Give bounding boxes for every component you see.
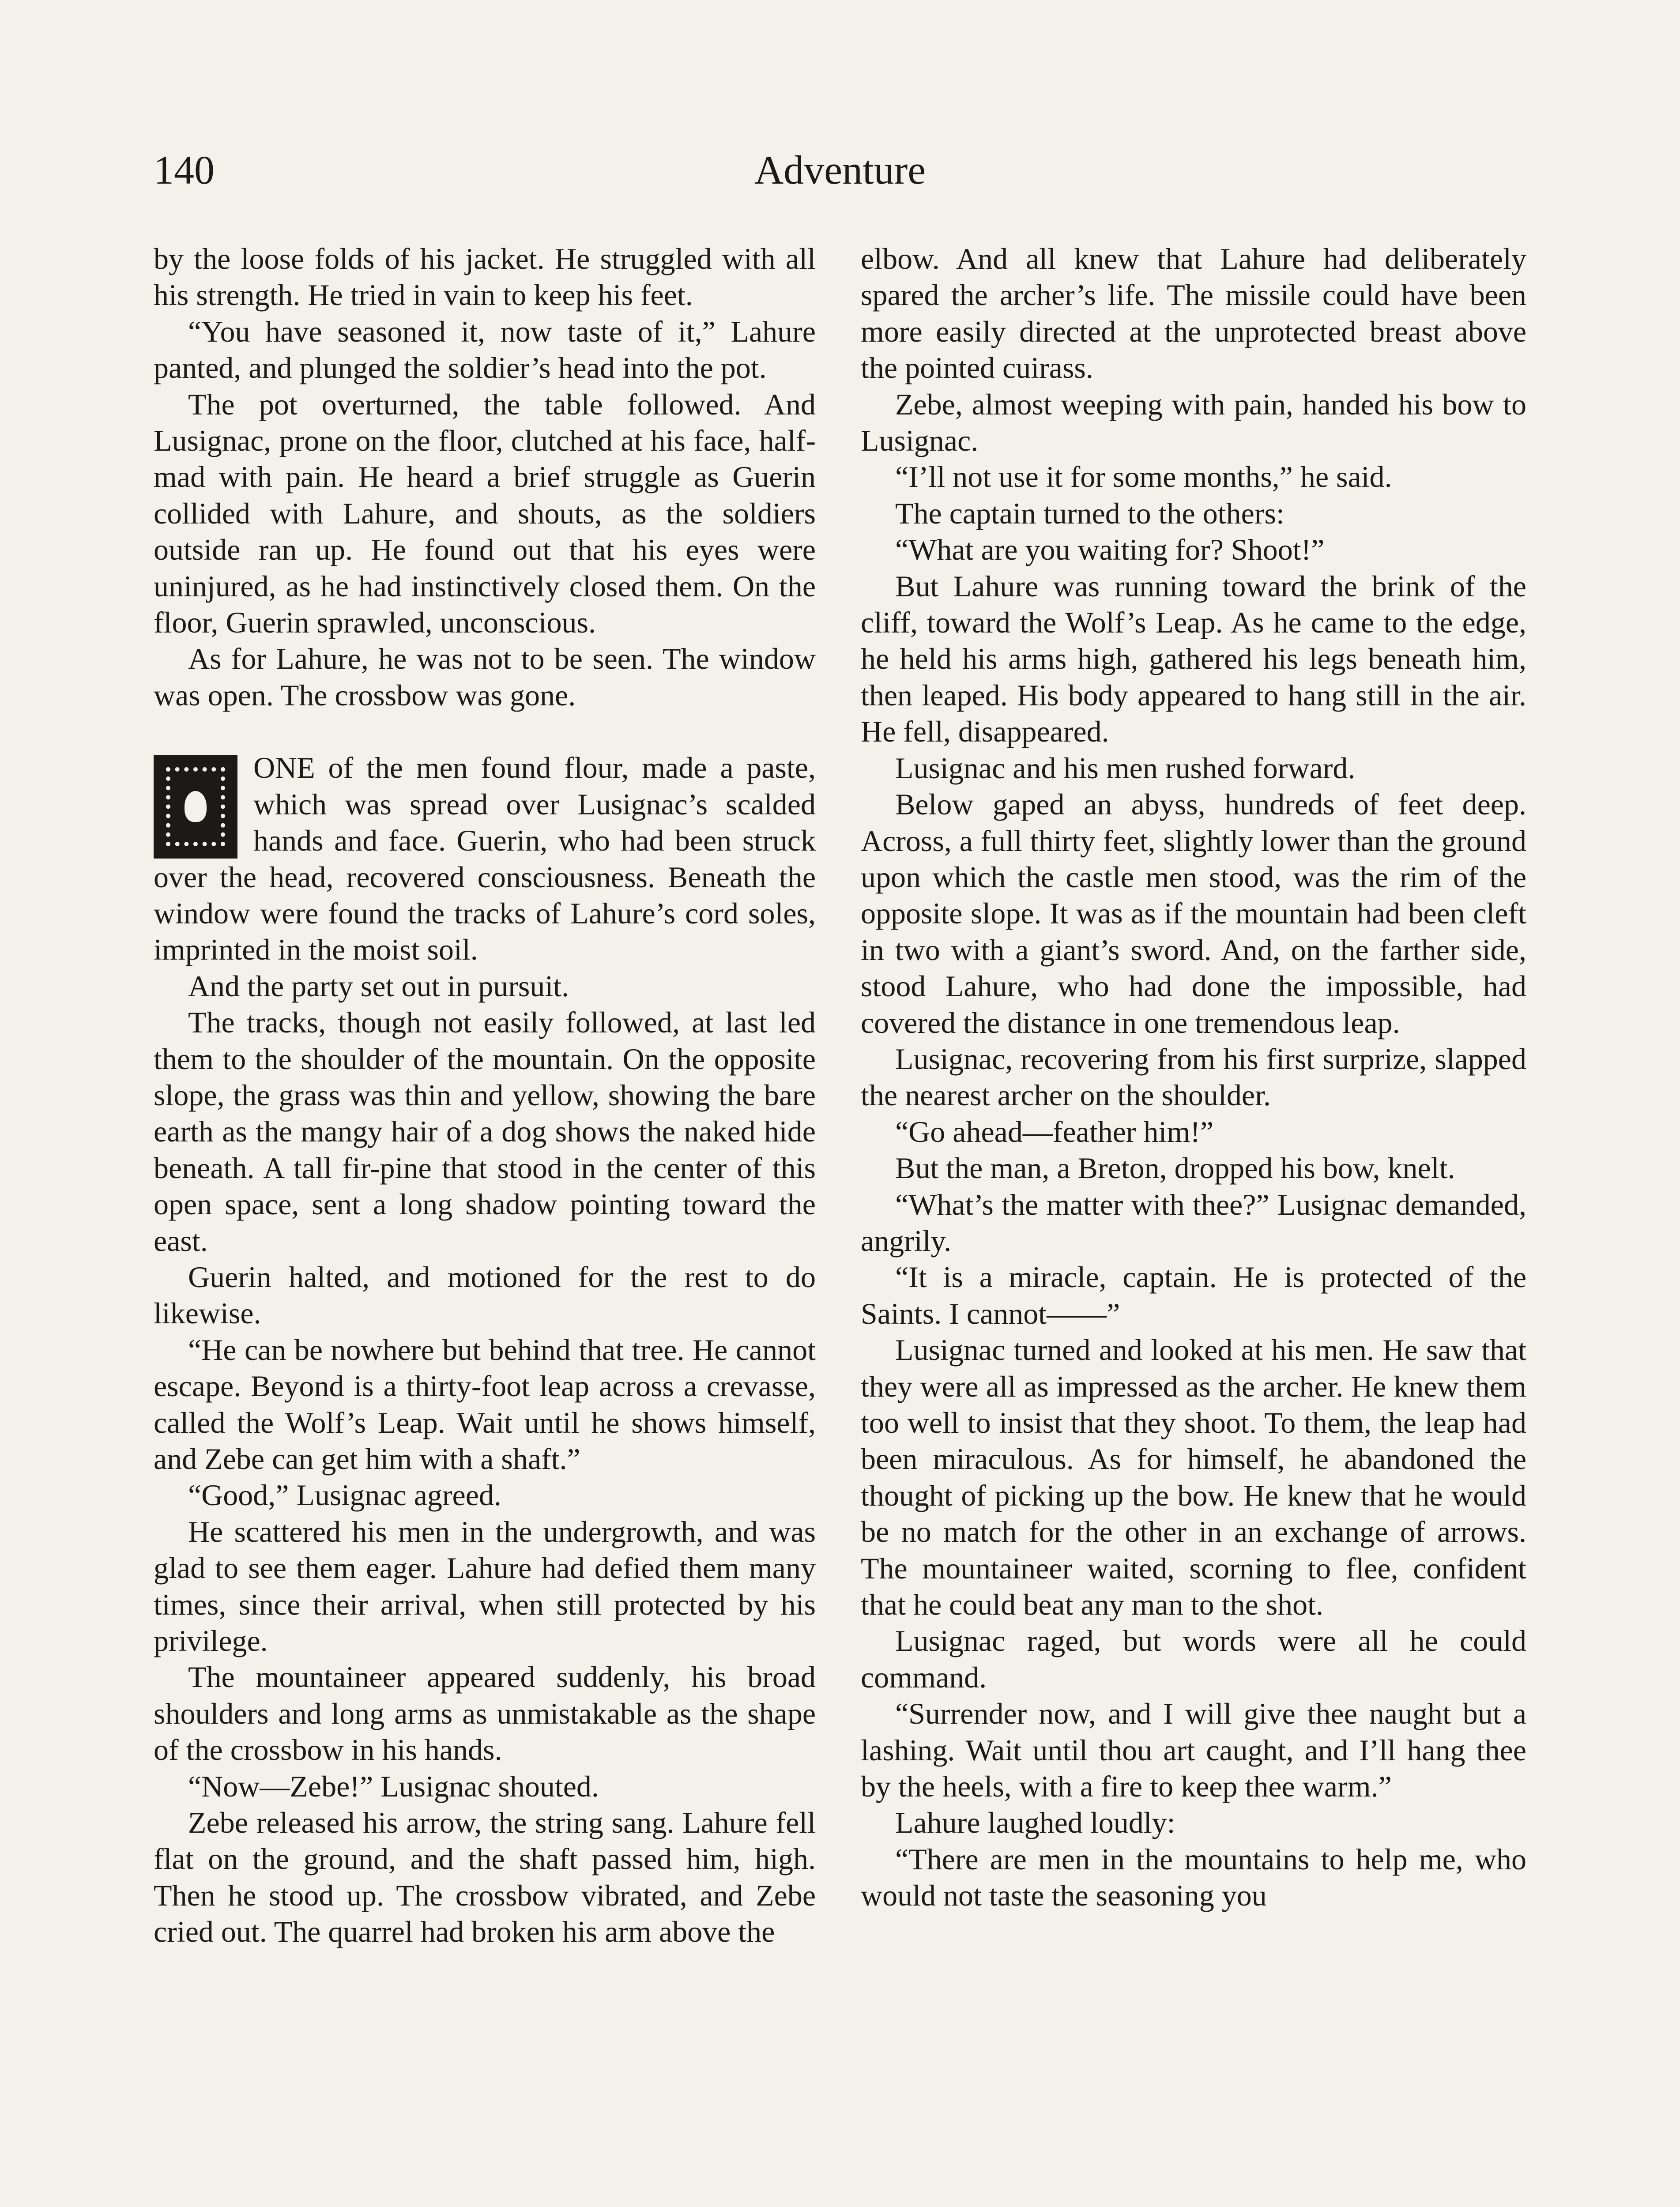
paragraph: Guerin halted, and motioned for the rest to do likewise. [154,1260,816,1330]
paragraph: Zebe released his arrow, the string sang. Lahure fell flat on the ground, and the shaft passed him, high. Then he stood up. The crossbow vibrated, and Zebe cried out. The quarrel had broken his arm above the [154,1806,816,1949]
paragraph: But the man, a Breton, dropped his bow, knelt. [895,1151,1455,1185]
paragraph: Zebe, almost weeping with pain, handed his bow to Lusignac. [861,387,1526,458]
page-number: 140 [154,147,215,192]
paragraph: Lusignac, recovering from his first surprize, slapped the nearest archer on the shoulder. [861,1042,1526,1112]
paragraph: Lusignac turned and looked at his men. He saw that they were all as impressed as the archer. He knew them too well to insist that they shoot. To them, the leap had been miraculous. As for himself, he abandoned the thought of picking up the bow. He knew that he would be no match for the other in an exchange of arrows. The mountaineer waited, scorning to flee, confident that he could beat any man to the shot. [861,1333,1526,1622]
paragraph: “He can be nowhere but behind that tree. He cannot escape. Beyond is a thirty-foot leap across a crevasse, called the Wolf’s Leap. Wait until he shows himself, and Zebe can get him with a shaft.” [154,1333,816,1476]
paragraph: The captain turned to the others: [895,496,1284,530]
paragraph: The tracks, though not easily followed, at last led them to the shoulder of the mountain. On the opposite slope, the grass was thin and yellow, showing the bare earth as the mangy hair of a dog shows the naked hide beneath. A tall fir-pine that stood in the center of this open space, sent a long shadow pointing toward the east. [154,1006,816,1258]
right-column [861,241,1526,1914]
paragraph: by the loose folds of his jacket. He struggled with all his strength. He tried in vain to keep his feet. [154,242,816,312]
ornament-icon [154,755,237,859]
page-header [154,137,1526,203]
dropcap-paragraph [154,749,816,968]
paragraph: “Go ahead—feather him!” [895,1115,1214,1149]
paragraph: “You have seasoned it, now taste of it,” Lahure panted, and plunged the soldier’s head into the pot. [154,314,816,385]
paragraph: “Surrender now, and I will give thee naught but a lashing. Wait until thou art caught, and I’ll hang thee by the heels, with a fire to keep thee warm.” [861,1697,1526,1804]
paragraph: “I’ll not use it for some months,” he said. [895,460,1392,494]
running-title: Adventure [754,147,926,192]
paragraph: The mountaineer appeared suddenly, his broad shoulders and long arms as unmistakable as the shape of the crossbow in his hands. [154,1660,816,1767]
paragraph: “It is a miracle, captain. He is protected of the Saints. I cannot——” [861,1260,1526,1330]
paragraph: And the party set out in pursuit. [188,969,569,1003]
paragraph: He scattered his men in the undergrowth, and was glad to see them eager. Lahure had defied them many times, since their arrival, when still protected by his privilege. [154,1514,816,1658]
paragraph: “What are you waiting for? Shoot!” [895,533,1325,567]
paragraph: “There are men in the mountains to help me, who would not taste the seasoning you [861,1842,1526,1913]
paragraph: Lusignac raged, but words were all he could command. [861,1624,1526,1694]
paragraph: elbow. And all knew that Lahure had deliberately spared the archer’s life. The missile could have been more easily directed at the unprotected breast above the pointed cuirass. [861,242,1526,385]
paragraph: “Now—Zebe!” Lusignac shouted. [188,1769,599,1803]
paragraph: As for Lahure, he was not to be seen. The window was open. The crossbow was gone. [154,642,816,712]
paragraph: But Lahure was running toward the brink of the cliff, toward the Wolf’s Leap. As he came to the edge, he held his arms high, gathered his legs beneath him, then leaped. His body appeared to hang still in the air. He fell, disappeared. [861,569,1526,749]
paragraph: Lusignac and his men rushed forward. [895,751,1356,785]
left-column [154,241,816,1950]
paragraph: “What’s the matter with thee?” Lusignac demanded, angrily. [861,1187,1526,1258]
dropcap-paragraph-text: ONE of the men found flour, made a paste, which was spread over Lusignac’s scalded hands and face. Guerin, who had been struck over the head, recovered consciousness. Beneath the window were found the tracks of Lahure’s cord soles, imprinted in the moist soil. [154,751,816,967]
paragraph: “Good,” Lusignac agreed. [188,1478,501,1512]
paragraph: Below gaped an abyss, hundreds of feet deep. Across, a full thirty feet, slightly lower than the ground upon which the castle men stood, was the rim of the opposite slope. It was as if the mountain had been cleft in two with a giant’s sword. And, on the farther side, stood Lahure, who had done the impossible, had covered the distance in one tremendous leap. [861,787,1526,1039]
section-break [154,713,816,749]
paragraph: The pot overturned, the table followed. And Lusignac, prone on the floor, clutched at his face, half-mad with pain. He heard a brief struggle as Guerin collided with Lahure, and shouts, as the soldiers outside ran up. He found out that his eyes were uninjured, as he had instinctively closed them. On the floor, Guerin sprawled, unconscious. [154,387,816,640]
paragraph: Lahure laughed loudly: [895,1806,1175,1840]
